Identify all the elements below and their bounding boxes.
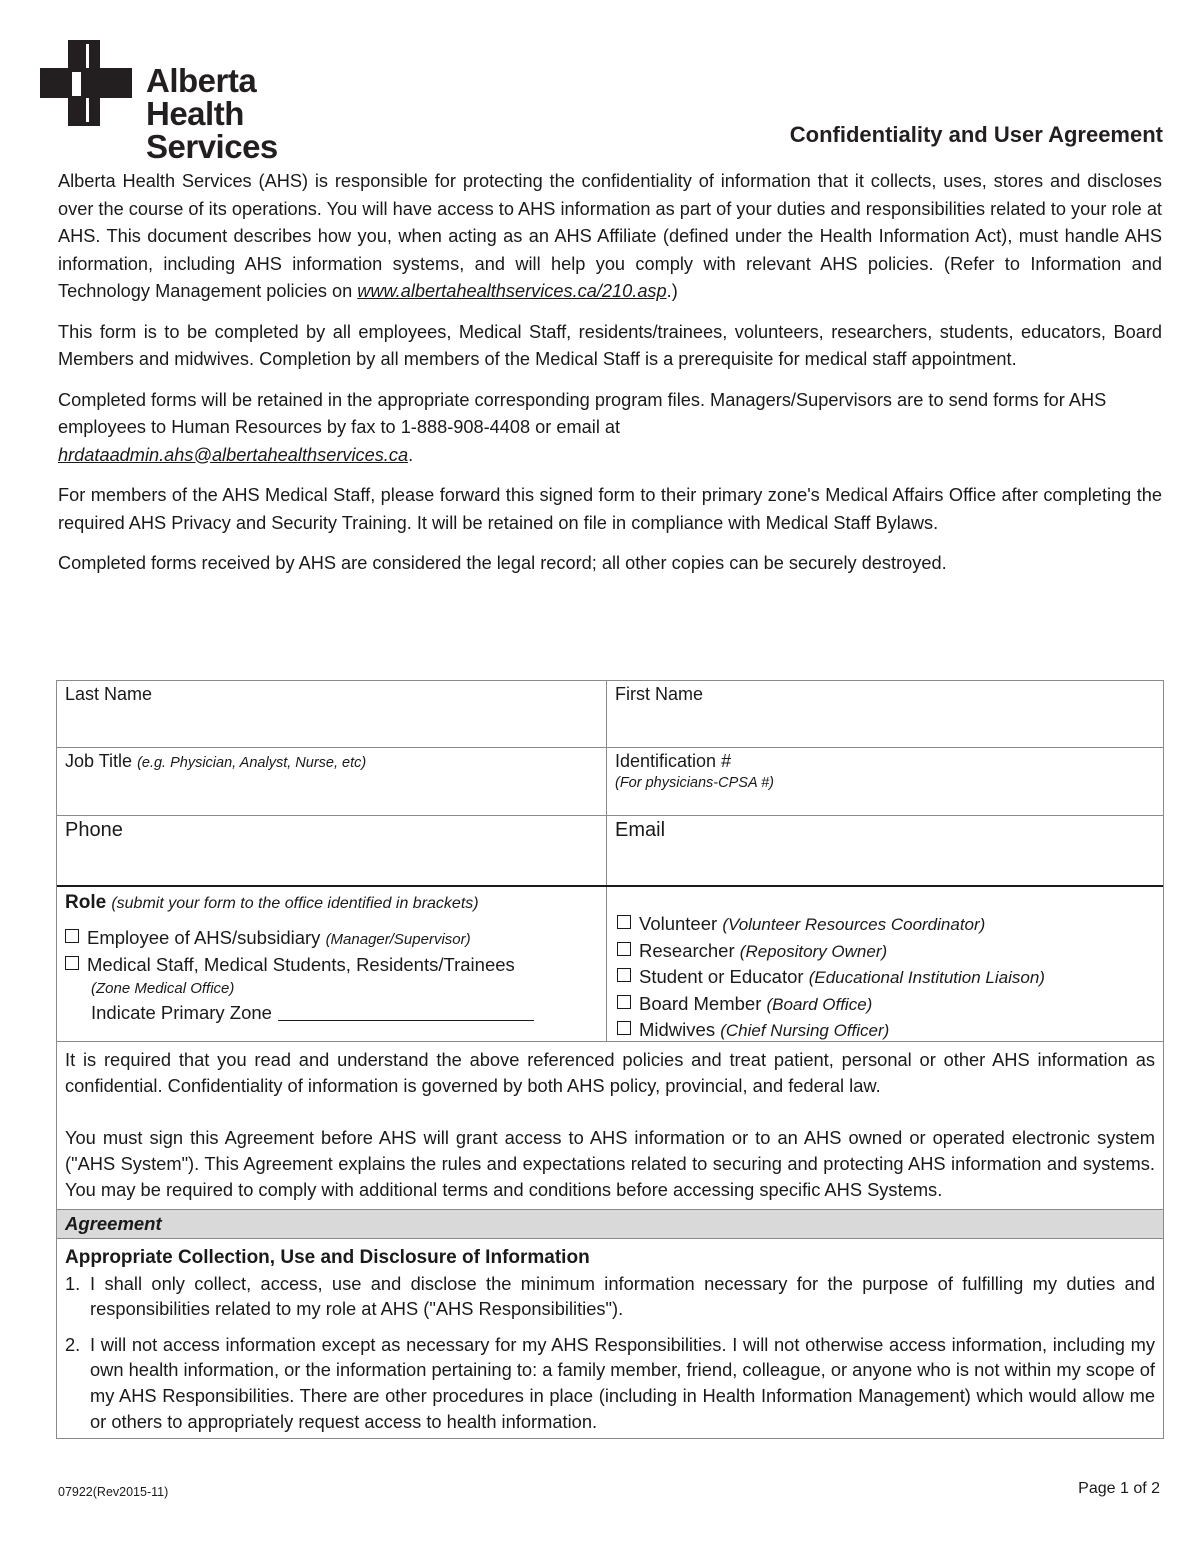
role-option-researcher[interactable]: Researcher (Repository Owner) <box>617 938 1153 965</box>
agreement-heading: Agreement <box>57 1210 1163 1238</box>
first-name-field[interactable]: First Name <box>615 684 704 704</box>
checkbox[interactable] <box>617 942 631 956</box>
clause-item: 2. I will not access information except as necessary for my AHS Responsibilities. I will not otherwise access information, including my own health information, or the information pertaining to: a family member, friend, colleague, or anyone who is not within my scope of my AHS Responsibilities. There are other procedures in place (including in Health Information Management) which would allow me or others to appropriately request access to health information. <box>65 1333 1155 1432</box>
statement-paragraph-2: You must sign this Agreement before AHS will grant access to AHS information or to an AHS owned or operated electronic system ("AHS System"). This Agreement explains the rules and expectations related to securing and protecting AHS information and systems. You may be required to comply with additional terms and conditions before accessing specific AHS Systems. <box>65 1127 1155 1200</box>
contact-row <box>57 816 1163 887</box>
role-option-employee[interactable]: Employee of AHS/subsidiary (Manager/Supervisor) <box>65 925 598 953</box>
last-name-field[interactable]: Last Name <box>57 681 607 747</box>
org-name-line1: Alberta Health <box>146 62 257 132</box>
identification-field[interactable]: Identification # (For physicians-CPSA #) <box>615 751 775 791</box>
primary-zone-input-line[interactable] <box>278 1006 534 1021</box>
checkbox[interactable] <box>65 929 79 943</box>
phone-field[interactable]: Phone <box>57 816 607 885</box>
intro-paragraph-5: Completed forms received by AHS are considered the legal record; all other copies can be securely destroyed. <box>58 553 947 573</box>
email-field[interactable]: Email <box>615 819 666 841</box>
intro-paragraph-4: For members of the AHS Medical Staff, please forward this signed form to their primary zone's Medical Affairs Office after completing the required AHS Privacy and Security Training. It will be retained on file in compliance with Medical Staff Bylaws. <box>58 485 1162 533</box>
document-title: Confidentiality and User Agreement <box>789 122 1163 147</box>
section-heading: Appropriate Collection, Use and Disclosure of Information <box>65 1247 590 1268</box>
policies-link[interactable]: www.albertahealthservices.ca/210.asp <box>357 281 667 301</box>
role-heading: Role (submit your form to the office identified in brackets) <box>65 892 479 913</box>
checkbox[interactable] <box>617 968 631 982</box>
ahs-logo <box>40 40 340 165</box>
checkbox[interactable] <box>617 915 631 929</box>
ahs-cross-icon <box>40 40 132 130</box>
role-option-medical-staff[interactable]: Medical Staff, Medical Students, Residents/Trainees <box>65 952 598 978</box>
org-name <box>146 64 340 163</box>
page-number: Page 1 of 2 <box>1078 1480 1160 1497</box>
name-row <box>57 681 1163 748</box>
job-title-field[interactable]: Job Title (e.g. Physician, Analyst, Nurse, etc) <box>57 748 607 815</box>
intro-section <box>58 168 1162 591</box>
agreement-clauses <box>57 1239 1163 1438</box>
role-option-student-educator[interactable]: Student or Educator (Educational Institution Liaison) <box>617 964 1153 991</box>
job-row <box>57 748 1163 816</box>
role-option-board-member[interactable]: Board Member (Board Office) <box>617 991 1153 1018</box>
checkbox[interactable] <box>617 995 631 1009</box>
statement-paragraph-1: It is required that you read and understand the above referenced policies and treat patient, personal or other AHS information as confidential. Confidentiality of information is governed by both AHS policy, provincial, and federal law. <box>65 1049 1155 1096</box>
agreement-bar-row <box>57 1210 1163 1239</box>
intro-paragraph-2: This form is to be completed by all employees, Medical Staff, residents/trainees, volunteers, researchers, students, educators, Board Members and midwives. Completion by all members of the Medical Staff is a prerequisite for medical staff appointment. <box>58 321 1162 369</box>
org-name-line2: Services <box>146 128 278 165</box>
role-option-volunteer[interactable]: Volunteer (Volunteer Resources Coordinator) <box>617 911 1153 938</box>
role-left-column: Role (submit your form to the office identified in brackets) Employee of AHS/subsidiary (Manager/Supervisor) Medical Staff, Medical Students, Residents/Trainees (Zone Medical Office) Indicate Primary Zone <box>57 887 607 1041</box>
role-row <box>57 887 1163 1042</box>
form-code: 07922(Rev2015-11) <box>58 1485 169 1499</box>
agreement-form <box>56 680 1164 1439</box>
checkbox[interactable] <box>617 1021 631 1035</box>
role-right-column <box>607 887 1163 1041</box>
statement-row <box>57 1042 1163 1210</box>
intro-paragraph-3: Completed forms will be retained in the appropriate corresponding program files. Managers/Supervisors are to send forms for AHS employees to Human Resources by fax to 1-888-908-4408 or email at hrdataadmin.ahs@albertahealthservices.ca. <box>58 389 1107 465</box>
confidentiality-statement <box>57 1042 1163 1209</box>
primary-zone-field[interactable]: Indicate Primary Zone <box>65 1000 598 1026</box>
role-option-midwives[interactable]: Midwives (Chief Nursing Officer) <box>617 1017 1153 1044</box>
intro-paragraph-1: Alberta Health Services (AHS) is responsible for protecting the confidentiality of information that it collects, uses, stores and discloses over the course of its operations. You will have access to AHS information as part of your duties and responsibilities related to your role at AHS. This document describes how you, when acting as an AHS Affiliate (defined under the Health Information Act), must handle AHS information, including AHS information systems, and will help you comply with relevant AHS policies. (Refer to Information and Technology Management policies on www.albertahealthservices.ca/210.asp.) <box>58 171 1162 301</box>
hr-email-link[interactable]: hrdataadmin.ahs@albertahealthservices.ca <box>58 444 409 465</box>
checkbox[interactable] <box>65 956 79 970</box>
clause-item: 1. I shall only collect, access, use and disclose the minimum information necessary for the purpose of fulfilling my duties and responsibilities related to my role at AHS ("AHS Responsibilities"). <box>65 1272 1155 1320</box>
